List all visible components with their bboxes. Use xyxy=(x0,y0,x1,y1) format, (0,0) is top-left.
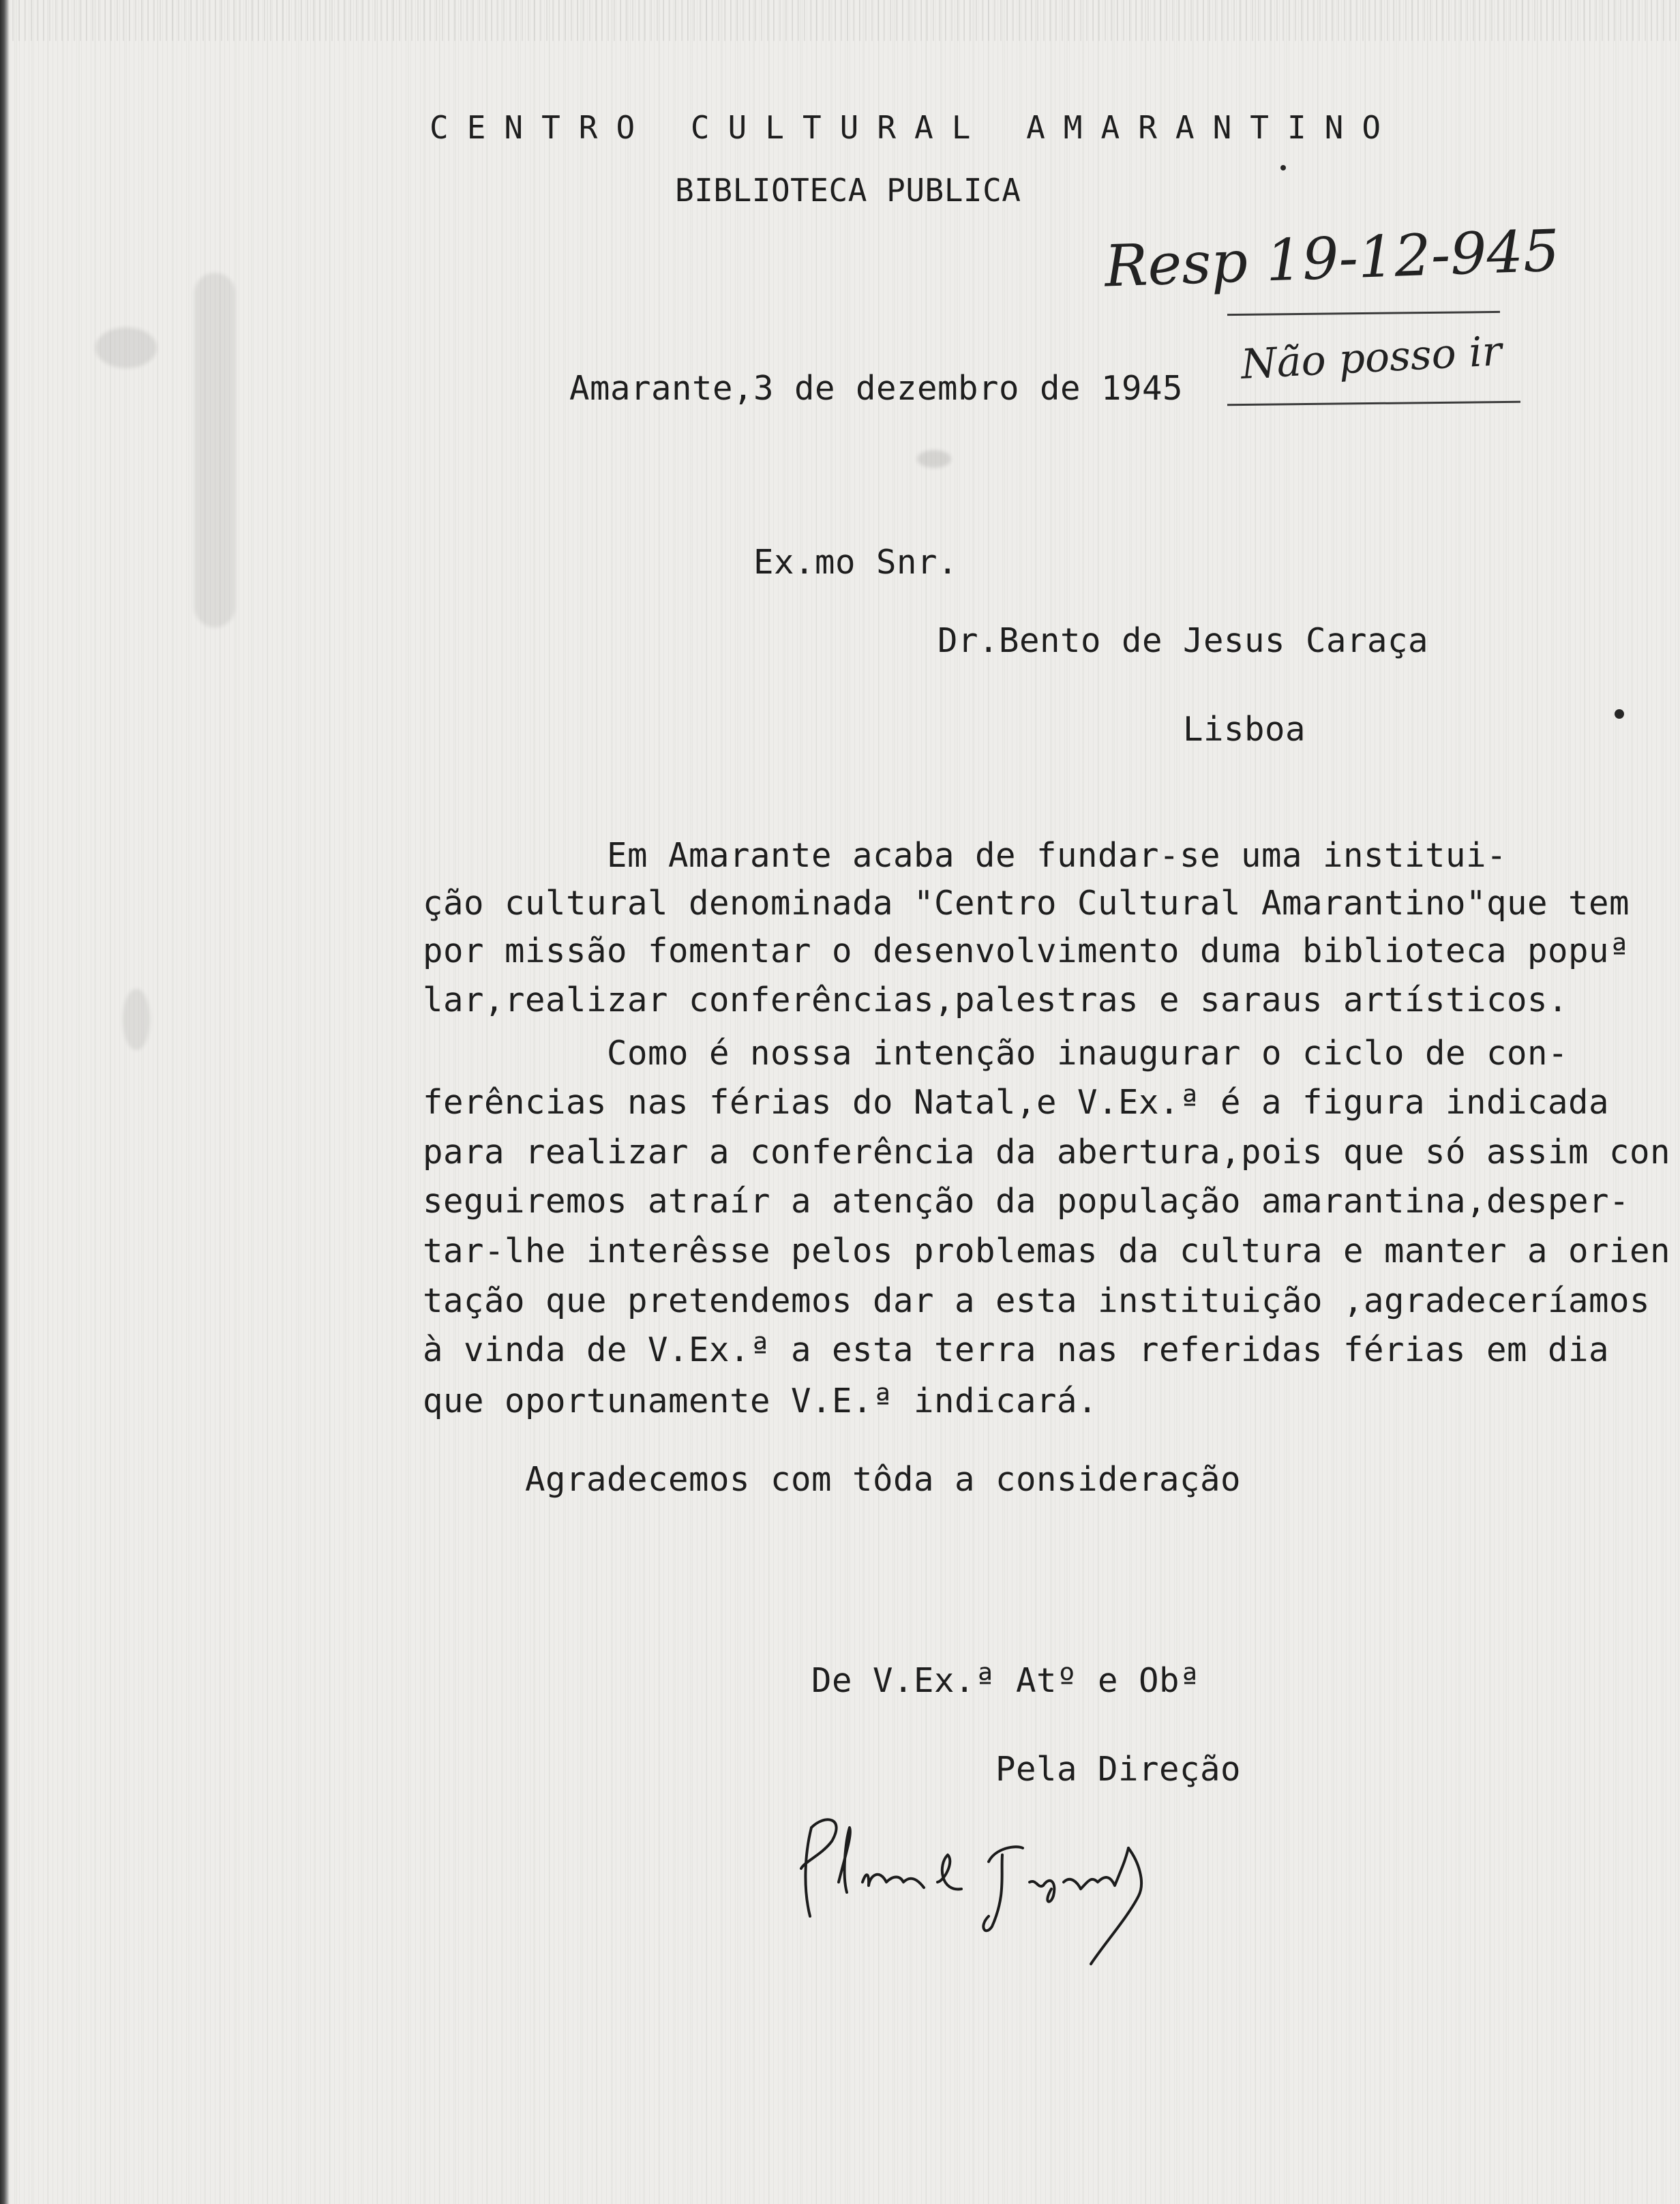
body-line: para realizar a conferência da abertura,pois que só assim con xyxy=(423,1133,1671,1172)
scan-smudge xyxy=(95,327,157,368)
body-line: que oportunamente V.E.ª indicará. xyxy=(423,1382,1098,1420)
closing-thanks: Agradecemos com tôda a consideração xyxy=(525,1460,1242,1499)
reply-annotation: Não posso ir xyxy=(1240,327,1503,389)
annotation-underline xyxy=(1227,401,1520,406)
addressee-city: Lisboa xyxy=(1183,710,1306,749)
scan-top-noise xyxy=(0,0,1680,41)
addressee-name: Dr.Bento de Jesus Caraça xyxy=(937,621,1429,660)
body-line: ferências nas férias do Natal,e V.Ex.ª é a figura indicada xyxy=(423,1083,1610,1122)
receipt-annotation: Resp 19-12-945 xyxy=(1103,217,1561,300)
body-line: tação que pretendemos dar a esta instituição ,agradeceríamos xyxy=(423,1281,1651,1320)
scan-left-edge xyxy=(0,0,10,2204)
body-line: Em Amarante acaba de fundar-se uma institui- xyxy=(423,836,1508,875)
closing-on-behalf: Pela Direção xyxy=(995,1750,1242,1789)
salutation: Ex.mo Snr. xyxy=(753,543,959,582)
scan-smudge xyxy=(194,273,235,627)
handwritten-signature xyxy=(784,1780,1193,1971)
body-line: Como é nossa intenção inaugurar o ciclo de con- xyxy=(423,1034,1569,1073)
letterhead-department: BIBLIOTECA PUBLICA xyxy=(675,172,1021,209)
body-line: lar,realizar conferências,palestras e saraus artísticos. xyxy=(423,981,1569,1019)
date-line: Amarante,3 de dezembro de 1945 xyxy=(569,369,1184,408)
letterhead-organization: CENTRO CULTURAL AMARANTINO xyxy=(430,109,1400,146)
scan-smudge xyxy=(123,989,150,1050)
scan-smudge xyxy=(1615,709,1624,719)
scan-smudge xyxy=(1280,165,1286,170)
annotation-underline xyxy=(1227,311,1500,316)
body-line: seguiremos atraír a atenção da população amarantina,desper- xyxy=(423,1182,1630,1221)
scan-smudge xyxy=(917,450,951,468)
closing-courtesy: De V.Ex.ª Atº e Obª xyxy=(811,1661,1201,1700)
body-line: à vinda de V.Ex.ª a esta terra nas referidas férias em dia xyxy=(423,1330,1610,1369)
body-line: tar-lhe interêsse pelos problemas da cultura e manter a orien xyxy=(423,1232,1671,1270)
body-line: por missão fomentar o desenvolvimento duma biblioteca popuª xyxy=(423,932,1630,970)
body-line: ção cultural denominada "Centro Cultural Amarantino"que tem xyxy=(423,884,1630,923)
